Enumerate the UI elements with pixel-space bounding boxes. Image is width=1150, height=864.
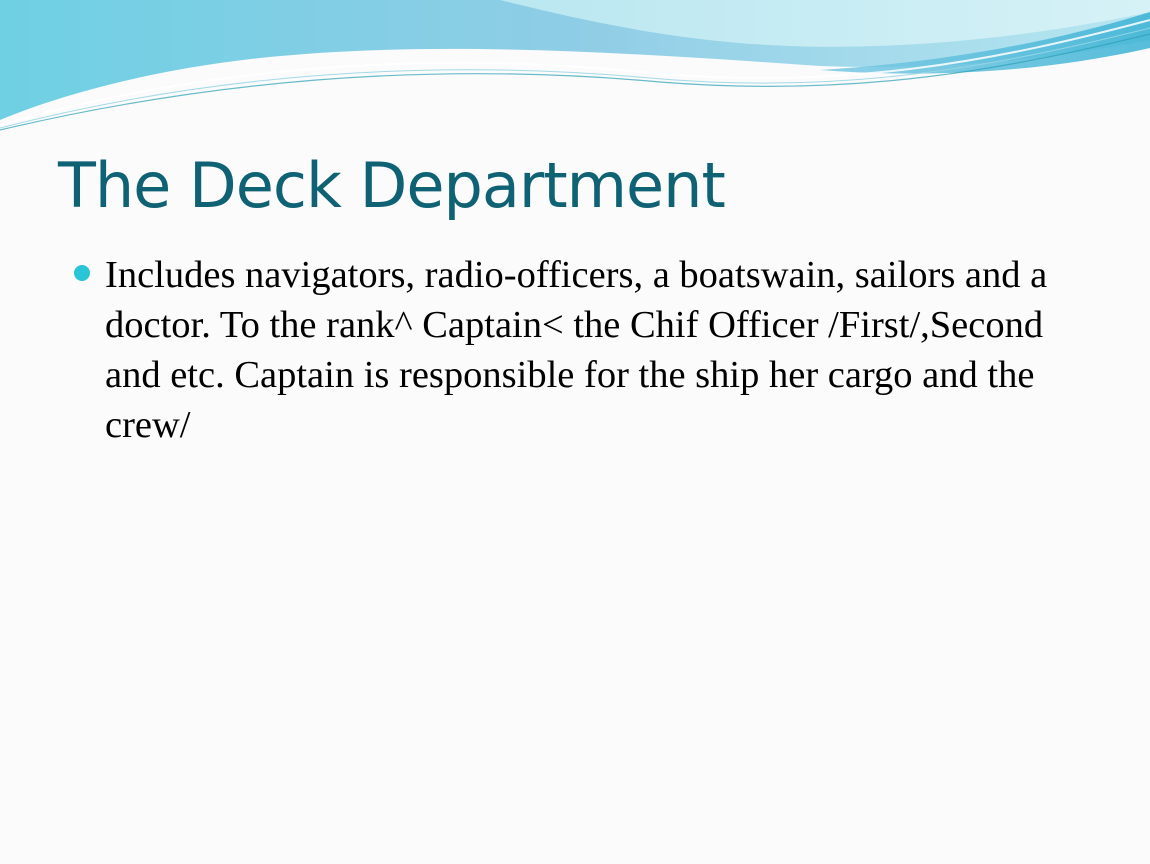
bullet-item [70, 250, 1080, 450]
bullet-text: Includes navigators, radio-officers, a boatswain, sailors and a doctor. To the rank^ Captain< the Chif Officer /First/,Second and etc. Captain is responsible for the ship her cargo and the crew/ [105, 254, 1048, 446]
slide-title: The Deck Department [58, 149, 725, 222]
header-wave-decoration [0, 0, 1150, 140]
bullet-list [70, 250, 1080, 450]
bullet-dot-icon [74, 265, 90, 281]
